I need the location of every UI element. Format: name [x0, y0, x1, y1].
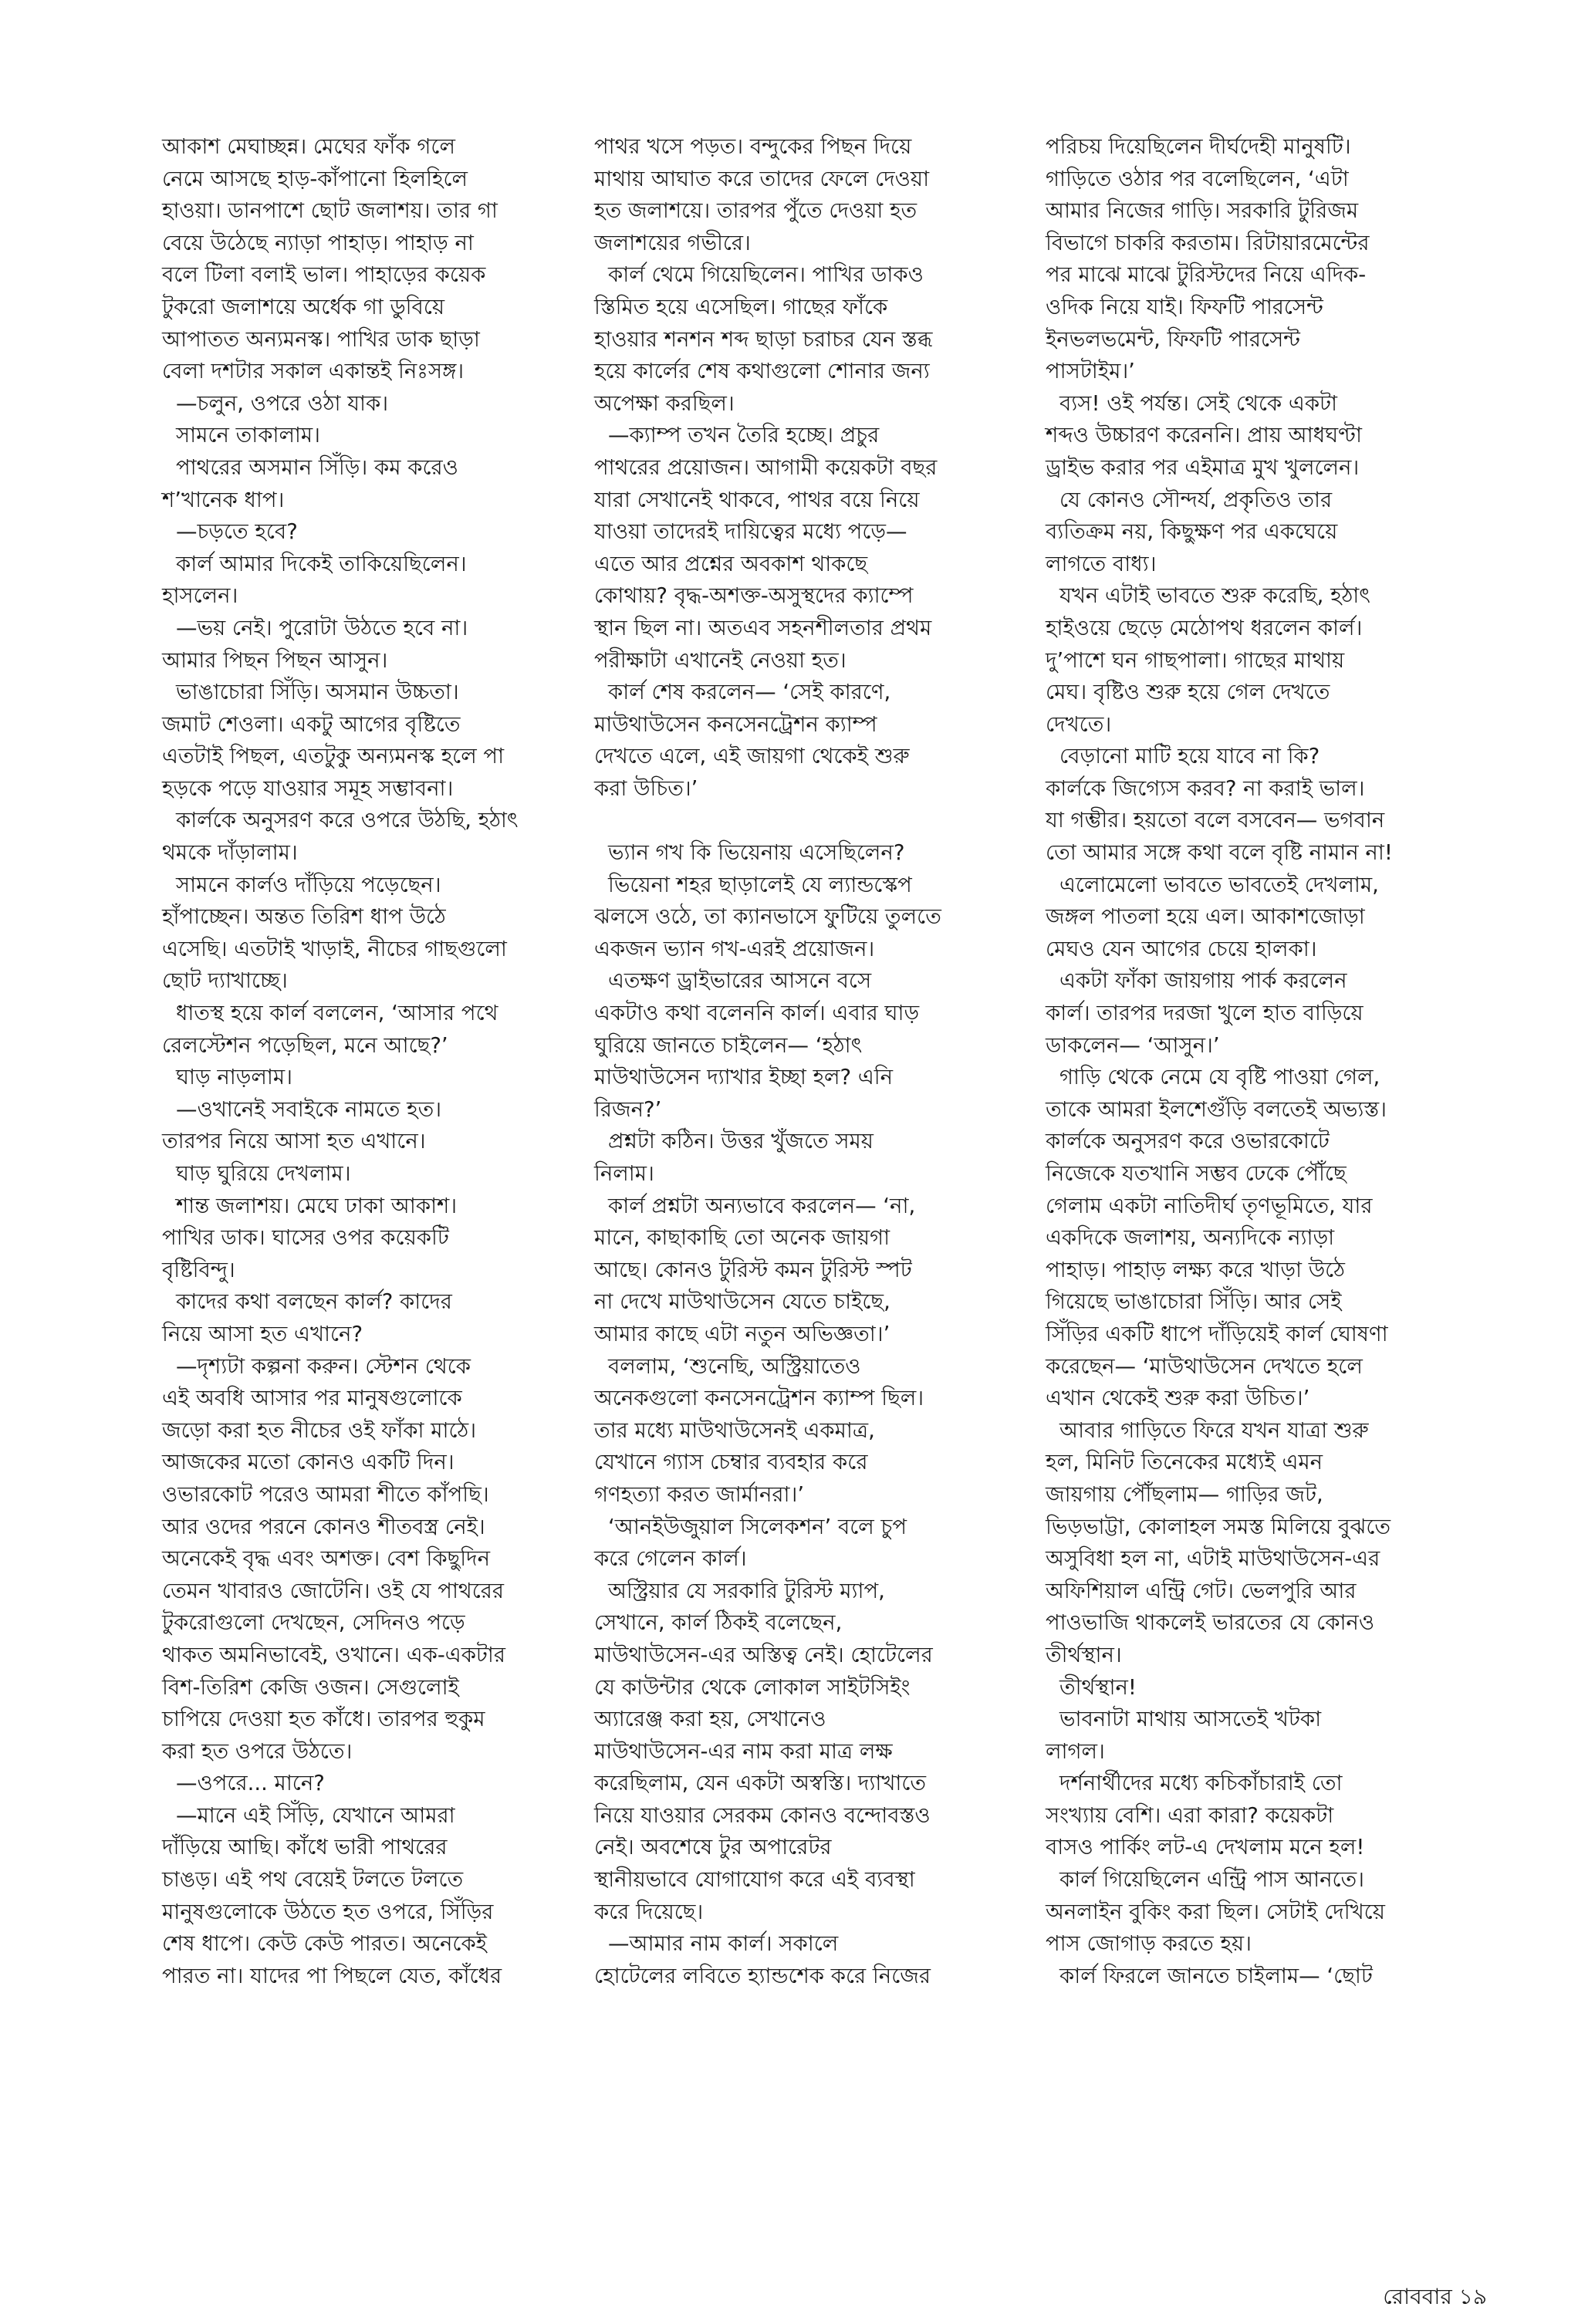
text-line: ছোট দ্যাখাচ্ছে। [162, 968, 288, 994]
text-line: যেখানে গ্যাস চেম্বার ব্যবহার করে [594, 1450, 868, 1475]
text-line: দু’পাশে ঘন গাছপালা। গাছের মাথায় [1046, 647, 1345, 673]
text-line: মাউথাউসেন-এর অস্তিত্ব নেই। হোটেলের [594, 1642, 933, 1667]
text-line: করে দিয়েছে। [594, 1899, 704, 1924]
text-line: কার্ল ফিরলে জানতে চাইলাম— ‘ছোট [1059, 1963, 1373, 1988]
text-line: মাউথাউসেন কনসেনট্রেশন ক্যাম্প [594, 711, 877, 737]
text-line: নেই। অবশেষে টুর অপারেটর [594, 1835, 832, 1860]
text-column-2 [594, 131, 1003, 1992]
text-line: শেষ ধাপে। কেউ কেউ পারত। অনেকেই [162, 1931, 487, 1957]
text-line: একজন ভ্যান গখ-এরই প্রয়োজন। [594, 936, 875, 961]
text-line: হাইওয়ে ছেড়ে মেঠোপথ ধরলেন কার্ল। [1046, 615, 1363, 640]
text-line: যখন এটাই ভাবতে শুরু করেছি, হঠাৎ [1059, 583, 1370, 609]
text-line: বিভাগে চাকরি করতাম। রিটায়ারমেন্টের [1046, 230, 1370, 255]
text-line: অফিশিয়াল এন্ট্রি গেট। ভেলপুরি আর [1046, 1578, 1357, 1603]
text-line: অনেকেই বৃদ্ধ এবং অশক্ত। বেশ কিছুদিন [162, 1546, 490, 1572]
text-line: —দৃশ্যটা কল্পনা করুন। স্টেশন থেকে [176, 1353, 471, 1379]
text-column-3 [1046, 131, 1478, 1992]
text-line: না দেখে মাউথাউসেন যেতে চাইছে, [594, 1289, 890, 1315]
text-line: ঘুরিয়ে জানতে চাইলেন— ‘হঠাৎ [594, 1032, 863, 1058]
text-line: সামনে তাকালাম। [176, 423, 321, 448]
text-line: নিয়ে আসা হত এখানে? [162, 1321, 363, 1346]
text-line: এতটাই পিছল, এতটুকু অন্যমনস্ক হলে পা [162, 744, 505, 769]
text-line: পাওভাজি থাকলেই ভারতের যে কোনও [1046, 1610, 1375, 1636]
text-line: বৃষ্টিবিন্দু। [162, 1257, 235, 1282]
text-line: তীর্থস্থান। [1046, 1642, 1122, 1667]
text-line: কার্লকে অনুসরণ করে ওপরে উঠছি, হঠাৎ [176, 808, 519, 833]
text-line: হাঁপাচ্ছেন। অন্তত তিরিশ ধাপ উঠে [162, 904, 446, 930]
text-line: অ্যারেঞ্জ করা হয়, সেখানেও [594, 1707, 826, 1732]
text-line: অস্ট্রিয়ার যে সরকারি টুরিস্ট ম্যাপ, [608, 1578, 885, 1603]
text-line: লাগতে বাধ্য। [1046, 551, 1157, 576]
text-line: টুকরো জলাশয়ে অর্ধেক গা ডুবিয়ে [162, 294, 445, 319]
text-line: হোটেলের লবিতে হ্যান্ডশেক করে নিজের [594, 1963, 931, 1988]
text-line: যে কাউন্টার থেকে লোকাল সাইটসিইং [594, 1674, 911, 1700]
text-line: থমকে দাঁড়ালাম। [162, 840, 298, 866]
text-line: শান্ত জলাশয়। মেঘে ঢাকা আকাশ। [176, 1193, 458, 1218]
text-line: পাহাড়। পাহাড় লক্ষ্য করে খাড়া উঠে [1046, 1257, 1345, 1282]
text-line: থাকত অমনিভাবেই, ওখানে। এক-একটার [162, 1642, 506, 1667]
text-line: পাসটাইম।’ [1046, 359, 1135, 384]
text-line: লাগল। [1046, 1738, 1105, 1764]
text-line: একটা ফাঁকা জায়গায় পার্ক করলেন [1059, 968, 1347, 994]
text-line: ভিয়েনা শহর ছাড়ালেই যে ল্যান্ডস্কেপ [608, 872, 912, 897]
text-line: সিঁড়ির একটি ধাপে দাঁড়িয়েই কার্ল ঘোষণা [1046, 1321, 1388, 1346]
text-line: ঘাড় ঘুরিয়ে দেখলাম। [176, 1161, 351, 1186]
text-line: আমার কাছে এটা নতুন অভিজ্ঞতা।’ [594, 1321, 890, 1346]
text-line: হড়কে পড়ে যাওয়ার সমূহ সম্ভাবনা। [162, 775, 454, 801]
text-line: যে কোনও সৌন্দর্য, প্রকৃতিও তার [1059, 487, 1333, 512]
page-footer-label: রোববার ১৯ [1383, 2284, 1487, 2309]
text-line: ড্রাইভ করার পর এইমাত্র মুখ খুললেন। [1046, 454, 1360, 480]
text-line: স্তিমিত হয়ে এসেছিল। গাছের ফাঁকে [594, 294, 888, 319]
text-line: হল, মিনিট তিনেকের মধ্যেই এমন [1046, 1450, 1323, 1475]
text-line: এখান থেকেই শুরু করা উচিত।’ [1046, 1386, 1310, 1411]
text-line: বেয়ে উঠেছে ন্যাড়া পাহাড়। পাহাড় না [162, 230, 474, 255]
text-line: অসুবিধা হল না, এটাই মাউথাউসেন-এর [1046, 1546, 1380, 1572]
text-line: ওভারকোট পরেও আমরা শীতে কাঁপছি। [162, 1481, 489, 1507]
text-line: জলাশয়ের গভীরে। [594, 230, 751, 255]
text-line: করে গেলেন কার্ল। [594, 1546, 747, 1572]
text-line: করেছিলাম, যেন একটা অস্বস্তি। দ্যাখাতে [594, 1771, 927, 1796]
text-line: —ওখানেই সবাইকে নামতে হত। [176, 1096, 442, 1122]
text-line: কাদের কথা বলছেন কার্ল? কাদের [176, 1289, 452, 1315]
text-line: আর ওদের পরনে কোনও শীতবস্ত্র নেই। [162, 1514, 485, 1539]
text-line: মাউথাউসেন দ্যাখার ইচ্ছা হল? এনি [594, 1065, 894, 1090]
text-line: পাস জোগাড় করতে হয়। [1046, 1931, 1252, 1957]
text-line: পারত না। যাদের পা পিছলে যেত, কাঁধের [162, 1963, 502, 1988]
text-line: একদিকে জলাশয়, অন্যদিকে ন্যাড়া [1046, 1225, 1335, 1251]
text-line: আছে। কোনও টুরিস্ট কমন টুরিস্ট স্পট [594, 1257, 912, 1282]
text-line: চাঙড়। এই পথ বেয়েই টলতে টলতে [162, 1867, 464, 1893]
text-line: প্রশ্নটা কঠিন। উত্তর খুঁজতে সময় [608, 1129, 874, 1154]
text-line: কার্ল শেষ করলেন— ‘সেই কারণে, [608, 680, 891, 705]
text-line: কার্লকে অনুসরণ করে ওভারকোটে [1046, 1129, 1330, 1154]
text-line: ভাবনাটা মাথায় আসতেই খটকা [1059, 1707, 1322, 1732]
text-line: পাথর খসে পড়ত। বন্দুকের পিছন দিয়ে [594, 134, 912, 159]
text-line: একটাও কথা বলেননি কার্ল। এবার ঘাড় [594, 1001, 920, 1026]
text-line: এই অবধি আসার পর মানুষগুলোকে [162, 1386, 462, 1411]
text-line: ঘাড় নাড়লাম। [176, 1065, 292, 1090]
text-line: জঙ্গল পাতলা হয়ে এল। আকাশজোড়া [1046, 904, 1365, 930]
text-line: করা উচিত।’ [594, 775, 698, 801]
text-line: দর্শনার্থীদের মধ্যে কচিকাঁচারাই তো [1059, 1771, 1343, 1796]
text-line: পর মাঝে মাঝে টুরিস্টদের নিয়ে এদিক- [1046, 262, 1367, 288]
text-line: করেছেন— ‘মাউথাউসেন দেখতে হলে [1046, 1353, 1363, 1379]
text-line: পরীক্ষাটা এখানেই নেওয়া হত। [594, 647, 846, 673]
text-line: —মানে এই সিঁড়ি, যেখানে আমরা [176, 1802, 455, 1828]
text-line: সেখানে, কার্ল ঠিকই বলেছেন, [594, 1610, 843, 1636]
text-line: ইনভলভমেন্ট, ফিফটি পারসেন্ট [1046, 326, 1300, 352]
text-line: ধাতস্থ হয়ে কার্ল বললেন, ‘আসার পথে [176, 1001, 498, 1026]
text-line: গণহত্যা করত জার্মানরা।’ [594, 1481, 805, 1507]
text-line: দেখতে। [1046, 711, 1112, 737]
text-line: ‘আনইউজুয়াল সিলেকশন’ বলে চুপ [608, 1514, 907, 1539]
text-line: আবার গাড়িতে ফিরে যখন যাত্রা শুরু [1059, 1417, 1369, 1443]
text-line: পরিচয় দিয়েছিলেন দীর্ঘদেহী মানুষটি। [1046, 134, 1351, 159]
text-line: মেঘ। বৃষ্টিও শুরু হয়ে গেল দেখতে [1046, 680, 1330, 705]
text-line: জড়ো করা হত নীচের ওই ফাঁকা মাঠে। [162, 1417, 477, 1443]
text-line: ভ্যান গখ কি ভিয়েনায় এসেছিলেন? [608, 840, 905, 866]
text-line: সামনে কার্লও দাঁড়িয়ে পড়েছেন। [176, 872, 441, 897]
text-line: আমার নিজের গাড়ি। সরকারি টুরিজম [1046, 198, 1359, 224]
text-line: পাথরের প্রয়োজন। আগামী কয়েকটা বছর [594, 454, 938, 480]
text-line: যা গম্ভীর। হয়তো বলে বসবেন— ভগবান [1046, 808, 1385, 833]
text-line: শ’খানেক ধাপ। [162, 487, 285, 512]
text-line: বেলা দশটার সকাল একান্তই নিঃসঙ্গ। [162, 359, 465, 384]
text-line: ব্যতিক্রম নয়, কিছুক্ষণ পর একঘেয়ে [1046, 519, 1338, 545]
text-line: জমাট শেওলা। একটু আগের বৃষ্টিতে [162, 711, 461, 737]
text-line: কোথায়? বৃদ্ধ-অশক্ত-অসুস্থদের ক্যাম্পে [594, 583, 914, 609]
text-line: তাকে আমরা ইলশেগুঁড়ি বলতেই অভ্যস্ত। [1046, 1096, 1387, 1122]
text-line: আপাতত অন্যমনস্ক। পাখির ডাক ছাড়া [162, 326, 480, 352]
text-line: কার্ল প্রশ্নটা অন্যভাবে করলেন— ‘না, [608, 1193, 916, 1218]
text-line: শব্দও উচ্চারণ করেননি। প্রায় আধঘণ্টা [1046, 423, 1362, 448]
text-line: মানে, কাছাকাছি তো অনেক জায়গা [594, 1225, 890, 1251]
text-line: নিয়ে যাওয়ার সেরকম কোনও বন্দোবস্তও [594, 1802, 931, 1828]
text-line: বললাম, ‘শুনেছি, অস্ট্রিয়াতেও [608, 1353, 861, 1379]
text-line: তীর্থস্থান! [1059, 1674, 1137, 1700]
text-line: ডাকলেন— ‘আসুন।’ [1046, 1032, 1220, 1058]
text-line: বাসও পার্কিং লট-এ দেখলাম মনে হল! [1046, 1835, 1365, 1860]
text-line: অপেক্ষা করছিল। [594, 390, 735, 416]
text-line: পাখির ডাক। ঘাসের ওপর কয়েকটি [162, 1225, 449, 1251]
text-line: ভিড়ভাট্টা, কোলাহল সমস্ত মিলিয়ে বুঝতে [1046, 1514, 1391, 1539]
text-line: হয়ে কার্লের শেষ কথাগুলো শোনার জন্য [594, 359, 930, 384]
text-line: করা হত ওপরে উঠতে। [162, 1738, 353, 1764]
text-line: গেলাম একটা নাতিদীর্ঘ তৃণভূমিতে, যার [1046, 1193, 1373, 1218]
text-line: দাঁড়িয়ে আছি। কাঁধে ভারী পাথরের [162, 1835, 448, 1860]
text-line: ভাঙাচোরা সিঁড়ি। অসমান উচ্চতা। [176, 680, 459, 705]
text-line: এলোমেলো ভাবতে ভাবতেই দেখলাম, [1059, 872, 1379, 897]
text-line: সংখ্যায় বেশি। এরা কারা? কয়েকটা [1046, 1802, 1334, 1828]
text-line: ঝলসে ওঠে, তা ক্যানভাসে ফুটিয়ে তুলতে [594, 904, 941, 930]
text-line: —আমার নাম কার্ল। সকালে [608, 1931, 839, 1957]
text-line: গিয়েছে ভাঙাচোরা সিঁড়ি। আর সেই [1046, 1289, 1342, 1315]
text-column-1 [162, 131, 571, 1992]
text-line: মাউথাউসেন-এর নাম করা মাত্র লক্ষ [594, 1738, 893, 1764]
text-line: তো আমার সঙ্গে কথা বলে বৃষ্টি নামান না! [1046, 840, 1393, 866]
text-line: এতক্ষণ ড্রাইভারের আসনে বসে [608, 968, 872, 994]
text-line [594, 805, 1003, 837]
text-line: এসেছি। এতটাই খাড়াই, নীচের গাছগুলো [162, 936, 507, 961]
text-line: তারপর নিয়ে আসা হত এখানে। [162, 1129, 426, 1154]
text-line: মাথায় আঘাত করে তাদের ফেলে দেওয়া [594, 166, 930, 191]
text-line: রেলস্টেশন পড়েছিল, মনে আছে?’ [162, 1032, 448, 1058]
text-line: নিজেকে যতখানি সম্ভব ঢেকে পৌঁছে [1046, 1161, 1347, 1186]
text-line: বলে টিলা বলাই ভাল। পাহাড়ের কয়েক [162, 262, 486, 288]
text-line: বেড়ানো মাটি হয়ে যাবে না কি? [1059, 744, 1320, 769]
text-line: মেঘও যেন আগের চেয়ে হালকা। [1046, 936, 1317, 961]
text-line: দেখতে এলে, এই জায়গা থেকেই শুরু [594, 744, 910, 769]
text-line: হাসলেন। [162, 583, 238, 609]
text-line: চাপিয়ে দেওয়া হত কাঁধে। তারপর হুকুম [162, 1707, 485, 1732]
text-line: কার্ল আমার দিকেই তাকিয়েছিলেন। [176, 551, 467, 576]
text-line: জায়গায় পৌঁছলাম— গাড়ির জট, [1046, 1481, 1323, 1507]
text-line: ব্যস! ওই পর্যন্ত। সেই থেকে একটা [1059, 390, 1338, 416]
text-line: —ভয় নেই। পুরোটা উঠতে হবে না। [176, 615, 468, 640]
text-line: অনেকগুলো কনসেনট্রেশন ক্যাম্প ছিল। [594, 1386, 924, 1411]
text-line: বিশ-তিরিশ কেজি ওজন। সেগুলোই [162, 1674, 459, 1700]
text-line: এতে আর প্রশ্নের অবকাশ থাকছে [594, 551, 868, 576]
text-line: হত জলাশয়ে। তারপর পুঁতে দেওয়া হত [594, 198, 917, 224]
text-line: ওদিক নিয়ে যাই। ফিফটি পারসেন্ট [1046, 294, 1323, 319]
text-line: হাওয়া। ডানপাশে ছোট জলাশয়। তার গা [162, 198, 498, 224]
text-line: তার মধ্যে মাউথাউসেনই একমাত্র, [594, 1417, 875, 1443]
text-line: কার্ল। তারপর দরজা খুলে হাত বাড়িয়ে [1046, 1001, 1364, 1026]
text-line: কার্ল থেমে গিয়েছিলেন। পাখির ডাকও [608, 262, 924, 288]
text-line: অনলাইন বুকিং করা ছিল। সেটাই দেখিয়ে [1046, 1899, 1385, 1924]
text-line: কার্ল গিয়েছিলেন এন্ট্রি পাস আনতে। [1059, 1867, 1365, 1893]
text-line: —চলুন, ওপরে ওঠা যাক। [176, 390, 389, 416]
text-line: নেমে আসছে হাড়-কাঁপানো হিলহিলে [162, 166, 468, 191]
text-line: —চড়তে হবে? [176, 519, 298, 545]
text-line: স্থানীয়ভাবে যোগাযোগ করে এই ব্যবস্থা [594, 1867, 915, 1893]
text-line: মানুষগুলোকে উঠতে হত ওপরে, সিঁড়ির [162, 1899, 494, 1924]
text-line: টুকরোগুলো দেখছেন, সেদিনও পড়ে [162, 1610, 465, 1636]
text-line: —ওপরে... মানে? [176, 1771, 325, 1796]
text-line: যাওয়া তাদেরই দায়িত্বের মধ্যে পড়ে— [594, 519, 907, 545]
text-line: গাড়িতে ওঠার পর বলেছিলেন, ‘এটা [1046, 166, 1349, 191]
text-line: —ক্যাম্প তখন তৈরি হচ্ছে। প্রচুর [608, 423, 880, 448]
text-line: কার্লকে জিগ্যেস করব? না করাই ভাল। [1046, 775, 1365, 801]
text-line: গাড়ি থেকে নেমে যে বৃষ্টি পাওয়া গেল, [1059, 1065, 1380, 1090]
text-line: আকাশ মেঘাচ্ছন্ন। মেঘের ফাঁক গলে [162, 134, 455, 159]
text-line: রিজন?’ [594, 1096, 662, 1122]
text-line: পাথরের অসমান সিঁড়ি। কম করেও [176, 454, 458, 480]
text-line: যারা সেখানেই থাকবে, পাথর বয়ে নিয়ে [594, 487, 920, 512]
text-line: তেমন খাবারও জোটেনি। ওই যে পাথরের [162, 1578, 505, 1603]
text-line: নিলাম। [594, 1161, 654, 1186]
text-line: স্থান ছিল না। অতএব সহনশীলতার প্রথম [594, 615, 932, 640]
text-line: আজকের মতো কোনও একটি দিন। [162, 1450, 455, 1475]
text-line: আমার পিছন পিছন আসুন। [162, 647, 388, 673]
text-line: হাওয়ার শনশন শব্দ ছাড়া চরাচর যেন স্তব্ধ [594, 326, 933, 352]
